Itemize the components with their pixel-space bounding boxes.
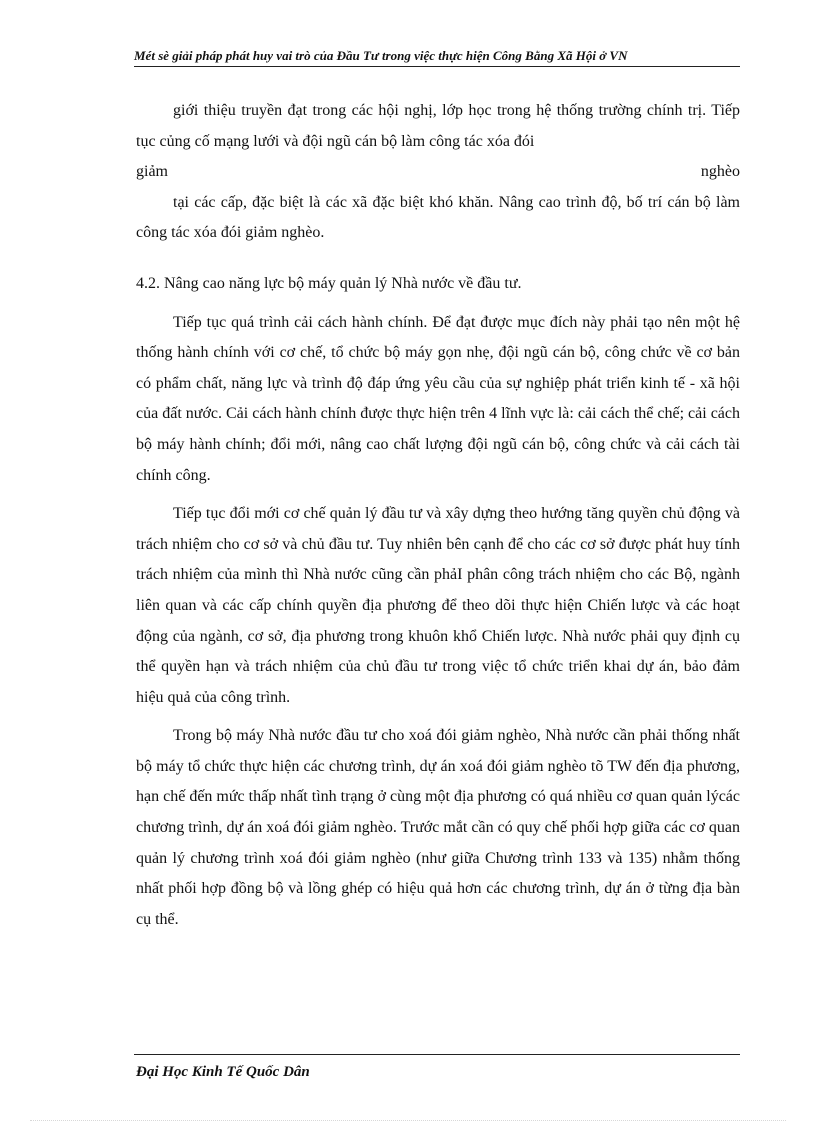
continuation-gap-line [136,157,740,188]
running-footer: Đại Học Kinh Tế Quốc Dân [136,1064,310,1080]
footer-divider [134,1054,740,1055]
running-header: Mét sè giải pháp phát huy vai trò của Đầu Tư trong việc thực hiện Công Bằng Xã Hội ở VN [134,48,628,63]
header-divider [134,66,740,67]
paragraph-1: Tiếp tục quá trình cải cách hành chính. Để đạt được mục đích này phải tạo nên một hệ thống hành chính với cơ chế, tổ chức bộ máy gọn nhẹ, đội ngũ cán bộ, công chức về cơ bản có phẩm chất, năng lực và trình độ đáp ứng yêu cầu của sự nghiệp phát triển kinh tế - xã hội của đất nước. Cải cách hành chính được thực hiện trên 4 lĩnh vực là: cải cách thể chế; cải cách bộ máy hành chính; đổi mới, nâng cao chất lượng đội ngũ cán bộ, công chức và cải cách tài chính công. [136,313,740,484]
page-bottom-edge [30,1120,786,1121]
section-heading: 4.2. Nâng cao năng lực bộ máy quản lý Nhà nước về đầu tư. [136,274,522,292]
paragraph-2: Tiếp tục đổi mới cơ chế quản lý đầu tư và xây dựng theo hướng tăng quyền chủ động và trách nhiệm cho cơ sở và chủ đầu tư. Tuy nhiên bên cạnh để cho các cơ sở được phát huy tính trách nhiệm của mình thì Nhà nước cũng cần phảI phân công trách nhiệm cho các Bộ, ngành liên quan và các cấp chính quyền địa phương để theo dõi thực hiện Chiến lược và các hoạt động của ngành, cơ sở, địa phương trong khuôn khổ Chiến lược. Nhà nước phải quy định cụ thể quyền hạn và trách nhiệm của chủ đầu tư trong việc tổ chức triển khai dự án, bảo đảm hiệu quả của công trình. [136,505,740,706]
continuation-text-1: giới thiệu truyền đạt trong các hội nghị, lớp học trong hệ thống trường chính trị. Tiếp tục củng cố mạng lưới và đội ngũ cán bộ làm công tác xóa đói [136,102,740,150]
paragraph-3: Trong bộ máy Nhà nước đầu tư cho xoá đói giảm nghèo, Nhà nước cần phải thống nhất bộ máy tổ chức thực hiện các chương trình, dự án xoá đói giảm nghèo tõ TW đến địa phương, hạn chế đến mức thấp nhất tình trạng ở cùng một địa phương có quá nhiều cơ quan quản lýcác chương trình, dự án xoá đói giảm nghèo. Trước mắt cần có quy chế phối hợp giữa các cơ quan quản lý chương trình xoá đói giảm nghèo (như giữa Chương trình 133 và 135) nhằm thống nhất phối hợp đồng bộ và lồng ghép có hiệu quả hơn các chương trình, dự án ở từng địa bàn cụ thể. [136,727,740,928]
continuation-text-2: tại các cấp, đặc biệt là các xã đặc biệt khó khăn. Nâng cao trình độ, bố trí cán bộ làm công tác xóa đói giảm nghèo. [136,193,740,242]
continuation-word-right: nghèo [700,163,740,181]
continuation-word-left: giảm [136,163,168,181]
page-body [136,96,740,943]
